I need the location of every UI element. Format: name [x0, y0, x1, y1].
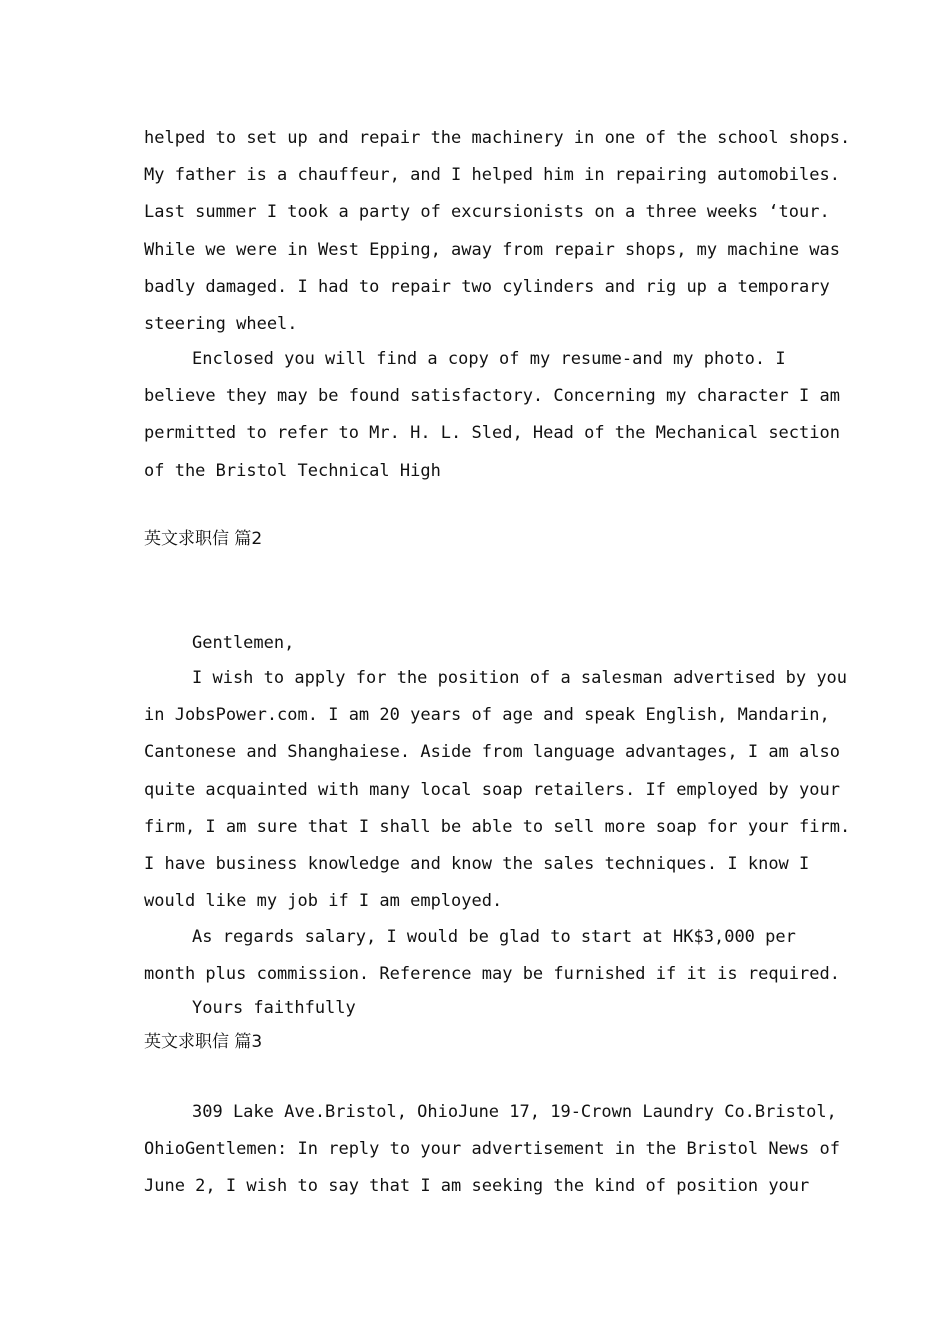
section-heading: 英文求职信 篇2	[144, 529, 263, 549]
text-line: believe they may be found satisfactory. Concerning my character I am	[144, 386, 840, 406]
salutation: Gentlemen,	[192, 633, 295, 653]
text-line: I have business knowledge and know the sales techniques. I know I	[144, 854, 810, 874]
text-line: firm, I am sure that I shall be able to sell more soap for your firm.	[144, 817, 851, 837]
text-line: of the Bristol Technical High	[144, 461, 441, 481]
text-line: OhioGentlemen: In reply to your advertisement in the Bristol News of	[144, 1139, 840, 1159]
text-line: in JobsPower.com. I am 20 years of age and speak English, Mandarin,	[144, 705, 830, 725]
text-line: As regards salary, I would be glad to start at HK$3,000 per	[192, 927, 796, 947]
text-line: Last summer I took a party of excursionists on a three weeks ‘tour.	[144, 202, 830, 222]
text-line: June 2, I wish to say that I am seeking the kind of position your	[144, 1176, 810, 1196]
closing: Yours faithfully	[192, 998, 356, 1018]
text-line: 309 Lake Ave.Bristol, OhioJune 17, 19-Crown Laundry Co.Bristol,	[192, 1102, 837, 1122]
text-line: While we were in West Epping, away from repair shops, my machine was	[144, 240, 840, 260]
text-line: quite acquainted with many local soap retailers. If employed by your	[144, 780, 840, 800]
text-line: I wish to apply for the position of a salesman advertised by you	[192, 668, 848, 688]
text-line: Cantonese and Shanghaiese. Aside from language advantages, I am also	[144, 742, 840, 762]
text-line: badly damaged. I had to repair two cylinders and rig up a temporary	[144, 277, 830, 297]
text-line: Enclosed you will find a copy of my resume-and my photo. I	[192, 349, 786, 369]
section-heading: 英文求职信 篇3	[144, 1032, 263, 1052]
text-line: permitted to refer to Mr. H. L. Sled, Head of the Mechanical section	[144, 423, 840, 443]
text-line: My father is a chauffeur, and I helped him in repairing automobiles.	[144, 165, 840, 185]
text-line: would like my job if I am employed.	[144, 891, 503, 911]
text-line: helped to set up and repair the machinery in one of the school shops.	[144, 128, 851, 148]
text-line: month plus commission. Reference may be furnished if it is required.	[144, 964, 840, 984]
text-line: steering wheel.	[144, 314, 298, 334]
